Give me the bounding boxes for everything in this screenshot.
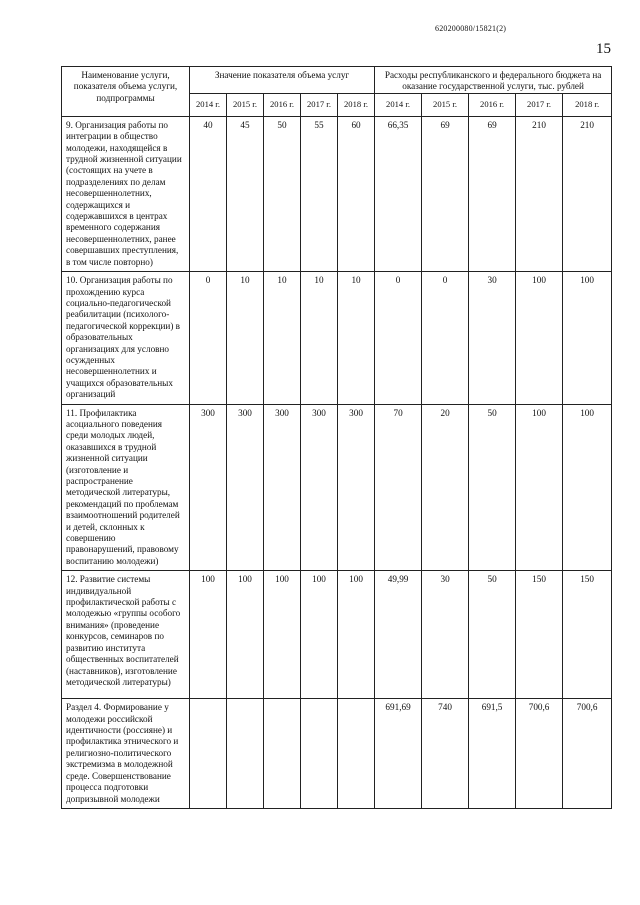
volume-cell: 0	[190, 272, 227, 404]
expense-cell: 100	[563, 272, 612, 404]
expense-cell: 30	[469, 272, 516, 404]
volume-cell	[301, 699, 338, 809]
row-name: Раздел 4. Формирование у молодежи российской идентичности (россияне) и профилактика этнического и религиозно-политического экстремизма в молодежной среде. Совершенствование процесса подготовки допризывной молодежи	[62, 699, 190, 809]
expense-cell: 700,6	[563, 699, 612, 809]
col-header-expenses: Расходы республиканского и федерального бюджета на оказание государственной услуги, тыс. рублей	[375, 67, 612, 94]
volume-cell: 100	[264, 571, 301, 699]
expense-cell: 69	[469, 116, 516, 271]
expense-cell: 0	[422, 272, 469, 404]
volume-cell	[338, 699, 375, 809]
volume-cell	[227, 699, 264, 809]
expense-cell: 700,6	[516, 699, 563, 809]
volume-cell: 300	[190, 404, 227, 571]
volume-cell: 300	[227, 404, 264, 571]
volume-cell: 100	[190, 571, 227, 699]
expense-cell: 0	[375, 272, 422, 404]
year-expenses: 2017 г.	[516, 93, 563, 116]
services-table	[61, 66, 612, 809]
volume-cell: 300	[338, 404, 375, 571]
volume-cell: 40	[190, 116, 227, 271]
table-row	[62, 571, 612, 699]
volume-cell: 45	[227, 116, 264, 271]
volume-cell: 100	[227, 571, 264, 699]
year-expenses: 2014 г.	[375, 93, 422, 116]
volume-cell: 60	[338, 116, 375, 271]
year-expenses: 2018 г.	[563, 93, 612, 116]
row-name: 11. Профилактика асоциального поведения среди молодых людей, оказавшихся в трудной жизненной ситуации (изготовление и распространение методической литературы, рекомендаций по проблемам взаимоотношений родителей и детей, склонных к совершению правонарушений, правовому воспитанию молодежи)	[62, 404, 190, 571]
year-volume: 2017 г.	[301, 93, 338, 116]
year-volume: 2014 г.	[190, 93, 227, 116]
table-row	[62, 404, 612, 571]
volume-cell: 10	[227, 272, 264, 404]
volume-cell	[264, 699, 301, 809]
expense-cell: 66,35	[375, 116, 422, 271]
expense-cell: 691,69	[375, 699, 422, 809]
year-volume: 2015 г.	[227, 93, 264, 116]
expense-cell: 210	[516, 116, 563, 271]
volume-cell: 10	[301, 272, 338, 404]
expense-cell: 100	[516, 272, 563, 404]
expense-cell: 30	[422, 571, 469, 699]
volume-cell: 10	[264, 272, 301, 404]
col-header-volume: Значение показателя объема услуг	[190, 67, 375, 94]
expense-cell: 50	[469, 404, 516, 571]
expense-cell: 691,5	[469, 699, 516, 809]
header-row	[62, 67, 612, 94]
expense-cell: 210	[563, 116, 612, 271]
expense-cell: 740	[422, 699, 469, 809]
expense-cell: 49,99	[375, 571, 422, 699]
row-name: 12. Развитие системы индивидуальной профилактической работы с молодежью «группы особого внимания» (проведение конкурсов, семинаров по развитию института общественных воспитателей (наставников), изготовление методической литературы)	[62, 571, 190, 699]
year-expenses: 2016 г.	[469, 93, 516, 116]
volume-cell: 100	[338, 571, 375, 699]
document-id: 620200080/15821(2)	[435, 24, 507, 33]
row-name: 9. Организация работы по интеграции в общество молодежи, находящейся в трудной жизненной ситуации (состоящих на учете в подразделениях по делам несовершеннолетних, содержащихся и содержавшихся в центрах временного содержания несовершеннолетних, ранее совершавших преступления, в том числе повторно)	[62, 116, 190, 271]
col-header-name: Наименование услуги, показателя объема услуги, подпрограммы	[62, 67, 190, 117]
volume-cell: 55	[301, 116, 338, 271]
year-volume: 2018 г.	[338, 93, 375, 116]
expense-cell: 100	[516, 404, 563, 571]
expense-cell: 70	[375, 404, 422, 571]
table-row	[62, 699, 612, 809]
expense-cell: 69	[422, 116, 469, 271]
expense-cell: 50	[469, 571, 516, 699]
volume-cell	[190, 699, 227, 809]
volume-cell: 300	[264, 404, 301, 571]
volume-cell: 300	[301, 404, 338, 571]
volume-cell: 100	[301, 571, 338, 699]
expense-cell: 100	[563, 404, 612, 571]
expense-cell: 20	[422, 404, 469, 571]
year-volume: 2016 г.	[264, 93, 301, 116]
expense-cell: 150	[516, 571, 563, 699]
volume-cell: 50	[264, 116, 301, 271]
page-number: 15	[596, 41, 611, 57]
expense-cell: 150	[563, 571, 612, 699]
table-row	[62, 272, 612, 404]
volume-cell: 10	[338, 272, 375, 404]
row-name: 10. Организация работы по прохождению курса социально-педагогической реабилитации (психолого-педагогической коррекции) в образовательных организациях для условно осужденных несовершеннолетних и учащихся образовательных организаций	[62, 272, 190, 404]
year-expenses: 2015 г.	[422, 93, 469, 116]
table-row	[62, 116, 612, 271]
